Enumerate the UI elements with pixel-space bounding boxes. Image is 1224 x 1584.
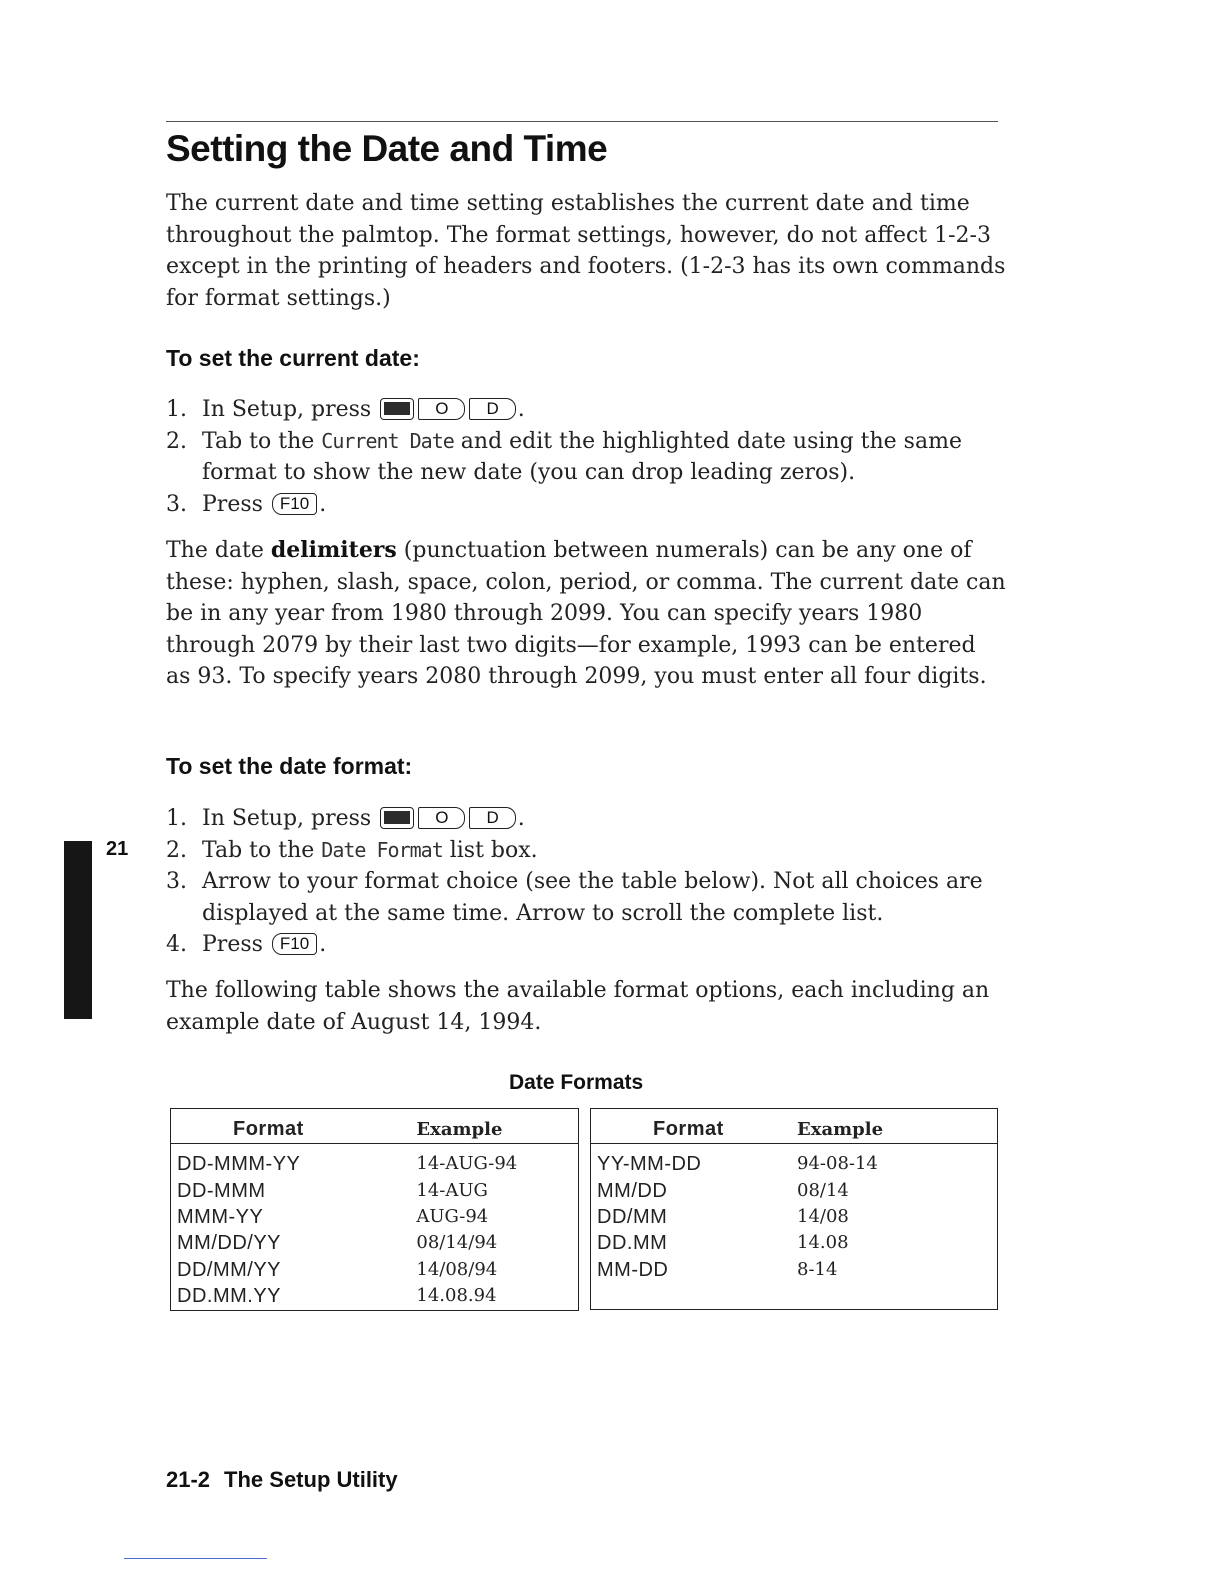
list-item: 1. In Setup, press O D .: [166, 806, 525, 831]
menu-key-icon: [384, 402, 410, 415]
f10-key: F10: [272, 933, 317, 955]
list-item: 4. Press F10 .: [166, 932, 327, 957]
example-column-header: Example: [797, 1109, 998, 1144]
list-item: 1. In Setup, press O D .: [166, 397, 525, 422]
f10-key: F10: [272, 493, 317, 515]
list-item: 2. Tab to the Current Date and edit the highlighted date using the same format to show the new date (you can drop leading zeros).: [166, 428, 962, 485]
intro-paragraph: The current date and time setting establishes the current date and time throughout the palmtop. The format settings, however, do not affect 1-2-3 except in the printing of headers and footers. (1-2-3 has its own commands for format settings.): [166, 191, 1006, 311]
table-row: DD-MMM 14-AUG: [177, 1179, 488, 1202]
table-row: YY-MM-DD 94-08-14: [597, 1153, 878, 1175]
list-item: 2. Tab to the Date Format list box.: [166, 837, 538, 863]
o-key: O: [418, 807, 465, 829]
menu-key: [380, 807, 414, 829]
table-row: MMM-YY AUG-94: [177, 1205, 489, 1228]
section-heading-current-date: To set the current date:: [166, 345, 420, 371]
chapter-number: 21: [106, 838, 129, 860]
format-column-header: Format: [171, 1109, 417, 1144]
table-intro-paragraph: The following table shows the available format options, each including an example date of August 14, 1994.: [166, 978, 990, 1035]
menu-key-icon: [384, 811, 410, 824]
format-column-header: Format: [591, 1109, 798, 1144]
table-row: DD.MM.YY 14.08.94: [177, 1285, 497, 1308]
list-item: 3. Arrow to your format choice (see the table below). Not all choices are displayed at the same time. Arrow to scroll the complete list.: [166, 869, 983, 926]
current-date-steps: [166, 394, 1006, 520]
d-key: D: [469, 398, 515, 420]
footer-page-number: 21-2: [166, 1467, 211, 1492]
table-row: MM/DD/YY 08/14/94: [177, 1232, 498, 1255]
delimiters-paragraph: The date delimiters (punctuation between numerals) can be any one of these: hyphen, slash, space, colon, period, or comma. The current date can be in any year from 1980 through 2099. You can specify years 1980 through 2079 by their last two digits—for example, 1993 can be entered as 93. To specify years 2080 through 2099, you must enter all four digits.: [166, 537, 1006, 689]
table-row: DD-MMM-YY 14-AUG-94: [177, 1153, 518, 1175]
date-format-field-label: Date Format: [321, 837, 443, 862]
table-row: MM-DD 8-14: [597, 1258, 838, 1281]
date-formats-table-left: [170, 1108, 579, 1311]
o-key: O: [418, 398, 465, 420]
table-header-row: [171, 1109, 579, 1144]
date-format-steps: [166, 803, 1006, 961]
top-rule: [166, 121, 998, 122]
footer-chapter-title: The Setup Utility: [224, 1467, 398, 1492]
table-title: Date Formats: [509, 1071, 644, 1094]
table-row: DD.MM 14.08: [597, 1232, 849, 1255]
chapter-tab: [64, 841, 92, 1019]
current-date-field-label: Current Date: [321, 428, 454, 453]
table-row: DD/MM/YY 14/08/94: [177, 1258, 498, 1281]
page-footer: [166, 1467, 398, 1493]
delimiters-term: delimiters: [270, 537, 397, 563]
date-formats-table-right: [590, 1108, 998, 1310]
example-column-header: Example: [416, 1109, 578, 1144]
section-heading-date-format: To set the date format:: [166, 753, 413, 779]
table-row: MM/DD 08/14: [597, 1179, 849, 1202]
list-item: 3. Press F10 .: [166, 491, 327, 517]
bottom-rule: [124, 1558, 267, 1559]
page-title: Setting the Date and Time: [166, 128, 608, 169]
d-key: D: [469, 807, 515, 829]
table-header-row: [591, 1109, 998, 1144]
menu-key: [380, 398, 414, 420]
table-row: DD/MM 14/08: [597, 1205, 849, 1228]
table-row: [591, 1283, 998, 1310]
